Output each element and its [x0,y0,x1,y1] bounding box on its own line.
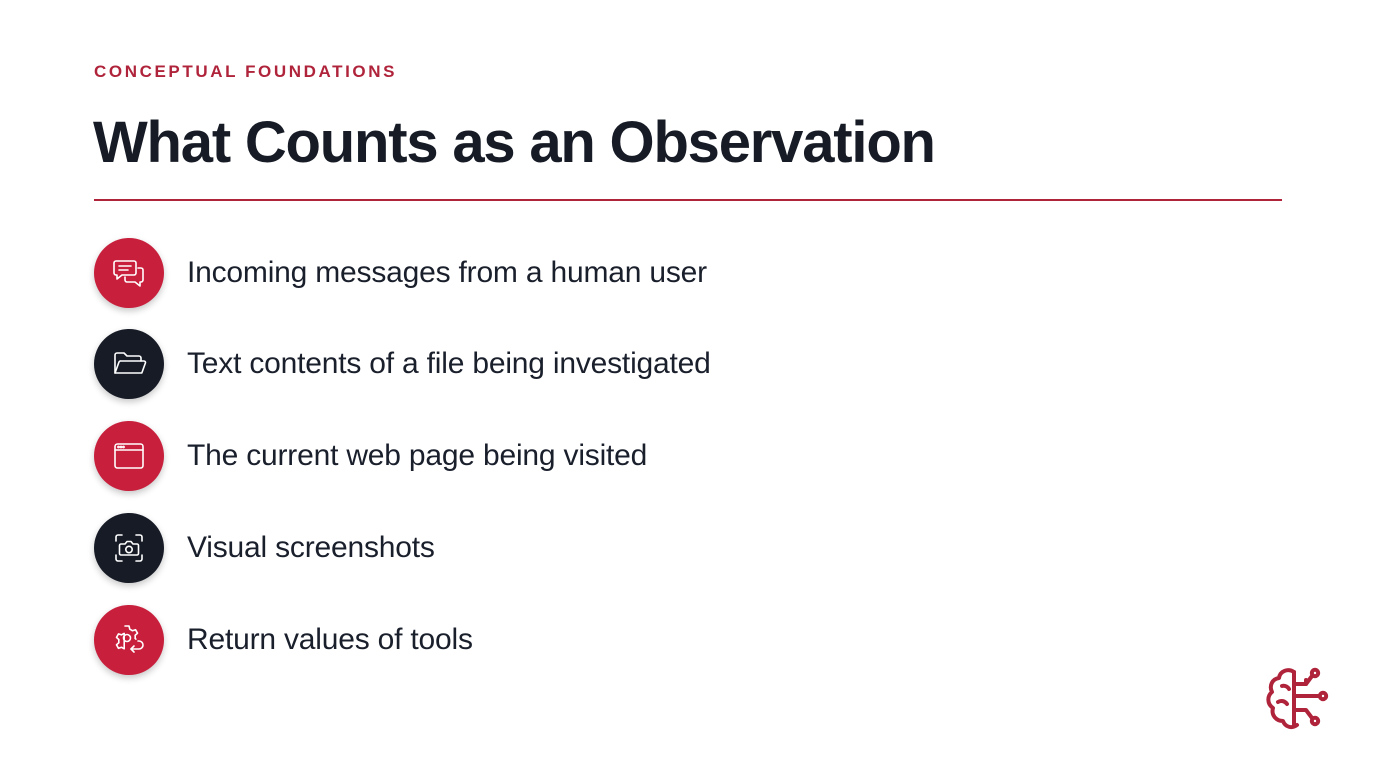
title-divider [94,199,1282,201]
list-item [94,513,435,583]
section-eyebrow: CONCEPTUAL FOUNDATIONS [94,62,398,81]
list-item-label: Incoming messages from a human user [187,256,707,289]
list-item [94,238,707,308]
list-item [94,605,473,675]
camera-screenshot-icon [94,513,164,583]
list-item-label: Text contents of a file being investigated [187,347,711,380]
brain-circuit-logo-icon [1266,664,1332,734]
chat-bubbles-icon [94,238,164,308]
slide-title: What Counts as an Observation [93,110,935,175]
folder-icon [94,329,164,399]
list-item [94,329,711,399]
gear-return-icon [94,605,164,675]
browser-window-icon [94,421,164,491]
list-item [94,421,647,491]
list-item-label: Visual screenshots [187,531,435,564]
list-item-label: The current web page being visited [187,439,648,472]
list-item-label: Return values of tools [187,623,473,656]
